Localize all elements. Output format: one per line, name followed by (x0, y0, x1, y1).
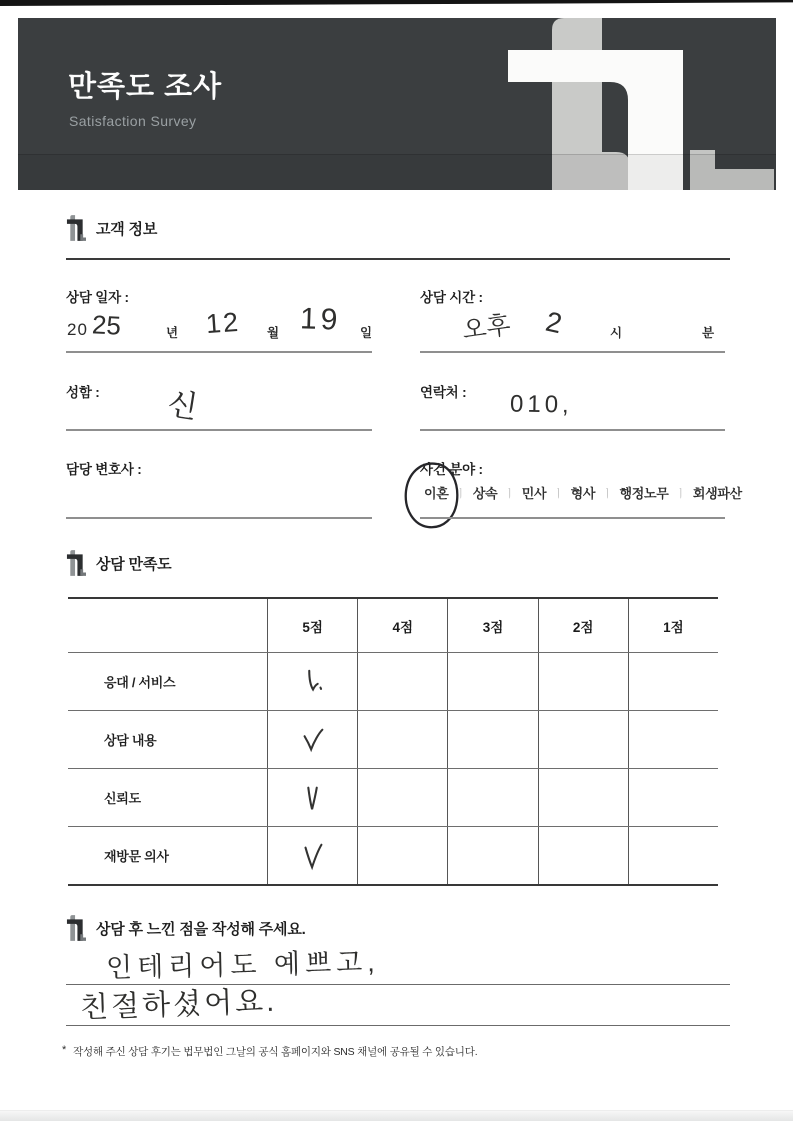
footer-note (62, 1044, 477, 1059)
checkmark-annotation (298, 839, 328, 873)
table-row (68, 768, 718, 826)
score-cell (538, 711, 628, 768)
asterisk-marker: * (62, 1044, 67, 1056)
case-option-selected: 이혼 (424, 486, 449, 501)
minute-unit: 분 (702, 326, 715, 340)
comment-line (66, 985, 730, 1026)
attorney-label: 담당 변호사 : (66, 462, 142, 477)
section-logo-icon (66, 915, 86, 941)
handwritten-hour: 2 (543, 305, 565, 340)
case-options-row (424, 483, 742, 502)
section-satisfaction-header (66, 550, 171, 576)
score-cell (628, 711, 718, 768)
name-underline (66, 429, 372, 431)
section-customer-info-header (66, 215, 157, 241)
table-row (68, 652, 718, 710)
case-field-underline (420, 517, 725, 519)
consult-time-label: 상담 시간 : (420, 290, 483, 305)
handwritten-name: 신 (164, 385, 201, 426)
hour-unit: 시 (610, 326, 623, 340)
scan-edge-top (0, 0, 793, 6)
banner (18, 18, 776, 190)
handwritten-comment: 인테리어도 예쁘고, (105, 947, 381, 983)
case-option: 민사 (521, 486, 547, 501)
score-cell (538, 827, 628, 884)
criteria-column-header (68, 599, 267, 652)
case-option: 회생파산 (692, 486, 742, 501)
criteria-label: 상담 내용 (104, 733, 157, 748)
score-cell (628, 653, 718, 710)
score-column-header: 1점 (628, 599, 718, 652)
case-option-separator: ㅣ (602, 487, 613, 500)
score-cell (538, 653, 628, 710)
score-cell (267, 827, 357, 884)
section-divider (66, 258, 730, 260)
comments-area (66, 944, 730, 1026)
handwritten-month: 12 (204, 306, 242, 340)
table-row (68, 710, 718, 768)
year-unit: 년 (166, 326, 179, 340)
day-unit: 일 (360, 326, 373, 340)
section-title: 고객 정보 (96, 220, 158, 238)
case-option-separator: ㅣ (504, 487, 515, 500)
score-cell (267, 769, 357, 826)
case-option: 상속 (472, 486, 498, 501)
section-comments-header (66, 915, 306, 941)
handwritten-ampm: 오후 (460, 311, 513, 345)
page-title: 만족도 조사 (68, 71, 223, 103)
date-printed-prefix: 20 (67, 320, 88, 339)
score-cell (357, 769, 447, 826)
case-option-separator: ㅣ (675, 487, 686, 500)
contact-underline (420, 429, 725, 431)
score-cell (447, 653, 537, 710)
scan-edge-bottom (0, 1110, 793, 1121)
footer-note-text: 작성해 주신 상담 후기는 법무법인 그날의 공식 홈페이지와 SNS 채널에 공유될 수 있습니다. (73, 1046, 478, 1058)
checkmark-annotation (298, 723, 328, 757)
page-subtitle: Satisfaction Survey (69, 113, 197, 129)
score-column-header: 5점 (267, 599, 357, 652)
score-cell (267, 711, 357, 768)
handwritten-contact: 010, (509, 390, 573, 419)
score-cell (628, 827, 718, 884)
score-cell (447, 711, 537, 768)
criteria-label: 재방문 의사 (104, 849, 169, 864)
section-logo-icon (66, 550, 86, 576)
handwritten-comment: 친절하셨어요. (79, 985, 278, 1025)
score-cell (267, 653, 357, 710)
time-underline (420, 351, 725, 353)
month-unit: 월 (267, 326, 280, 340)
checkmark-annotation (298, 665, 328, 699)
handwritten-year: 25 (91, 309, 122, 341)
name-label: 성함 : (66, 385, 100, 400)
contact-label: 연락처 : (420, 385, 467, 400)
selection-circle-annotation (402, 461, 462, 530)
checkmark-annotation (298, 781, 328, 815)
comment-line (66, 944, 730, 985)
section-title: 상담 만족도 (96, 555, 172, 573)
score-column-header: 3점 (447, 599, 537, 652)
criteria-label: 신뢰도 (104, 791, 141, 806)
section-logo-icon (66, 215, 86, 241)
case-option-separator: ㅣ (455, 487, 466, 500)
handwritten-day: 19 (299, 302, 342, 337)
score-cell (538, 769, 628, 826)
case-field-label: 사건 분야 : (420, 462, 483, 477)
section-title: 상담 후 느낀 점을 작성해 주세요. (96, 920, 306, 938)
date-underline (66, 351, 372, 353)
score-cell (357, 711, 447, 768)
case-option: 행정노무 (619, 486, 669, 501)
score-cell (357, 653, 447, 710)
attorney-underline (66, 517, 372, 519)
score-cell (447, 769, 537, 826)
score-column-header: 4점 (357, 599, 447, 652)
criteria-label: 응대 / 서비스 (104, 675, 176, 690)
consult-date-label: 상담 일자 : (66, 290, 129, 305)
case-option-separator: ㅣ (553, 487, 564, 500)
score-cell (357, 827, 447, 884)
satisfaction-table (68, 597, 718, 886)
score-column-header: 2점 (538, 599, 628, 652)
table-header-row (68, 599, 718, 652)
table-row (68, 826, 718, 884)
case-option: 형사 (570, 486, 596, 501)
score-cell (447, 827, 537, 884)
score-cell (628, 769, 718, 826)
